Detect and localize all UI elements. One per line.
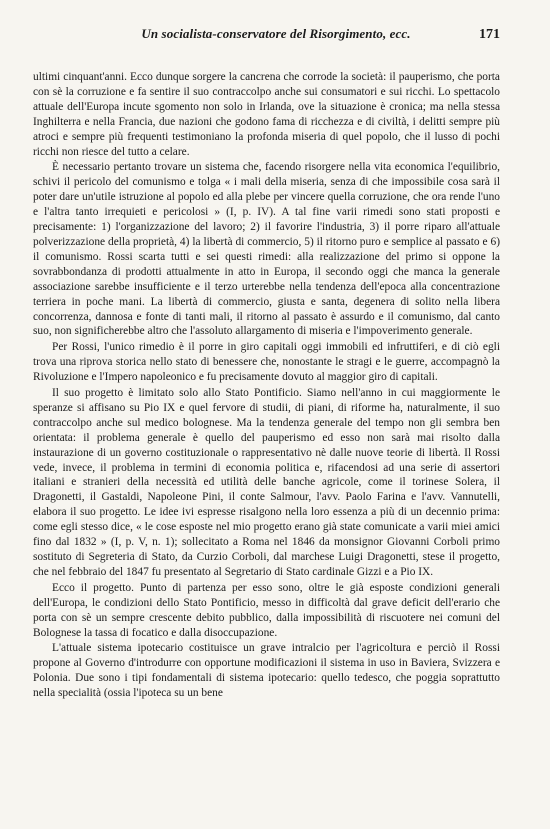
- paragraph: Il suo progetto è limitato solo allo Stato Pontificio. Siamo nell'anno in cui maggiormente le speranze si affisano su Pio IX e quel fervore di studii, di piani, di riforme ha, naturalmente, il suo contraccolpo anche sul medico bolognese. Ma la tendenza generale del tempo non gli sembra ben orientata: il problema generale è quello del pauperismo ed esso non sarà mai risolto dalla instaurazione di un governo costituzionale o rappresentativo nè dalle nuove teorie di libertà. Il Rossi vede, invece, il problema in termini di economia politica e, rifacendosi ad una serie di assertori italiani e stranieri della necessità ed utilità delle banche agricole, come il torinese Solera, il Dragonetti, il Gastaldi, Napoleone Pini, il conte Salmour, l'avv. Paolo Farina e l'avv. Vannutelli, elabora il suo progetto. Le idee ivi espresse risalgono nella loro essenza a più di un decennio prima: come egli stesso dice, « le cose esposte nel mio progetto erano già state comunicate a varii miei amici fino dal 1832 » (I, p. V, n. 1); sollecitato a Roma nel 1846 da monsignor Giovanni Corboli primo sostituto di Segreteria di Stato, da Curzio Corboli, dal marchese Luigi Dragonetti, stese il progetto, che nel febbraio del 1847 fu presentato al Segretario di Stato cardinale Gizzi e a Pio IX.: [33, 387, 500, 578]
- paragraph: Ecco il progetto. Punto di partenza per esso sono, oltre le già esposte condizioni generali dell'Europa, le condizioni dello Stato Pontificio, messo in difficoltà dal grave deficit dell'erario che porta con sè un sempre crescente debito pubblico, dalla impossibilità di riscuotere nei comuni del Bolognese la tassa di focatico e dalla disoccupazione.: [33, 581, 500, 639]
- paragraph: Per Rossi, l'unico rimedio è il porre in giro capitali oggi immobili ed infruttiferi, e di ciò egli trova una riprova storica nello stato di benessere che, nonostante le stragi e le guerre, accompagnò la Rivoluzione e l'Impero napoleonico e fu precisamente dovuto al maggior giro di capitali.: [33, 341, 500, 384]
- page-header: [33, 26, 500, 48]
- paragraph-continuation: ultimi cinquant'anni. Ecco dunque sorgere la cancrena che corrode la società: il pauperismo, che porta con sè la corruzione e fa sentire il suo contraccolpo anche sui consumatori e sui ricchi. Lo spettacolo attuale dell'Europa incute sgomento non solo in Irlanda, ove la situazione è cronica; ma nella stessa Inghilterra e nella Francia, due nazioni che godono fama di ricchezza e di civiltà, i delitti sempre più atroci e sempre più frequenti testimoniano la profonda miseria di quel popolo, che il lusso di pochi ricchi non riesce del tutto a celare.: [33, 71, 500, 158]
- paragraph: L'attuale sistema ipotecario costituisce un grave intralcio per l'agricoltura e perciò il Rossi propone al Governo d'introdurre con opportune modificazioni il sistema in uso in Baviera, Svizzera e Polonia. Due sono i tipi fondamentali di sistema ipotecario: quello tedesco, che poggia soprattutto nella specialità (ossia l'ipoteca su un bene: [33, 642, 500, 700]
- page-number: 171: [479, 27, 500, 42]
- body-text: [33, 70, 500, 701]
- running-title: Un socialista-conservatore del Risorgimento, ecc.: [141, 26, 411, 41]
- paragraph: È necessario pertanto trovare un sistema che, facendo risorgere nella vita economica l'equilibrio, schivi il pericolo del comunismo e tolga « i mali della miseria, senza di che impossibile cosa sarà il poter dare un'utile istruzione al popolo ed alla plebe per vincere quella corruzione, che ora rende l'uno e l'altra tanto irrequieti e pericolosi » (I, p. IV). A tal fine varii rimedi sono stati proposti e precisamente: 1) l'organizzazione del lavoro; 2) il favorire l'industria, 3) il porre riparo all'attuale polverizzazione della proprietà, 4) la libertà di commercio, 5) il ritorno puro e semplice al passato e 6) il comunismo. Rossi scarta tutti e sei questi rimedi: alla realizzazione del primo si oppone la sovrabbondanza di prodotti attualmente in atto in Europa, il secondo oggi che manca la generale associazione sarebbe insufficiente e il terzo urterebbe nella tendenza dell'epoca alla concentrazione terriera in poche mani. La libertà di commercio, giusta e santa, degenera di solito nella libera concorrenza, dannosa e fonte di tanti mali, il ritorno al passato è assurdo e il comunismo, dal canto suo, non significherebbe altro che l'assoluto allargamento di miseria e l'impoverimento generale.: [33, 161, 500, 338]
